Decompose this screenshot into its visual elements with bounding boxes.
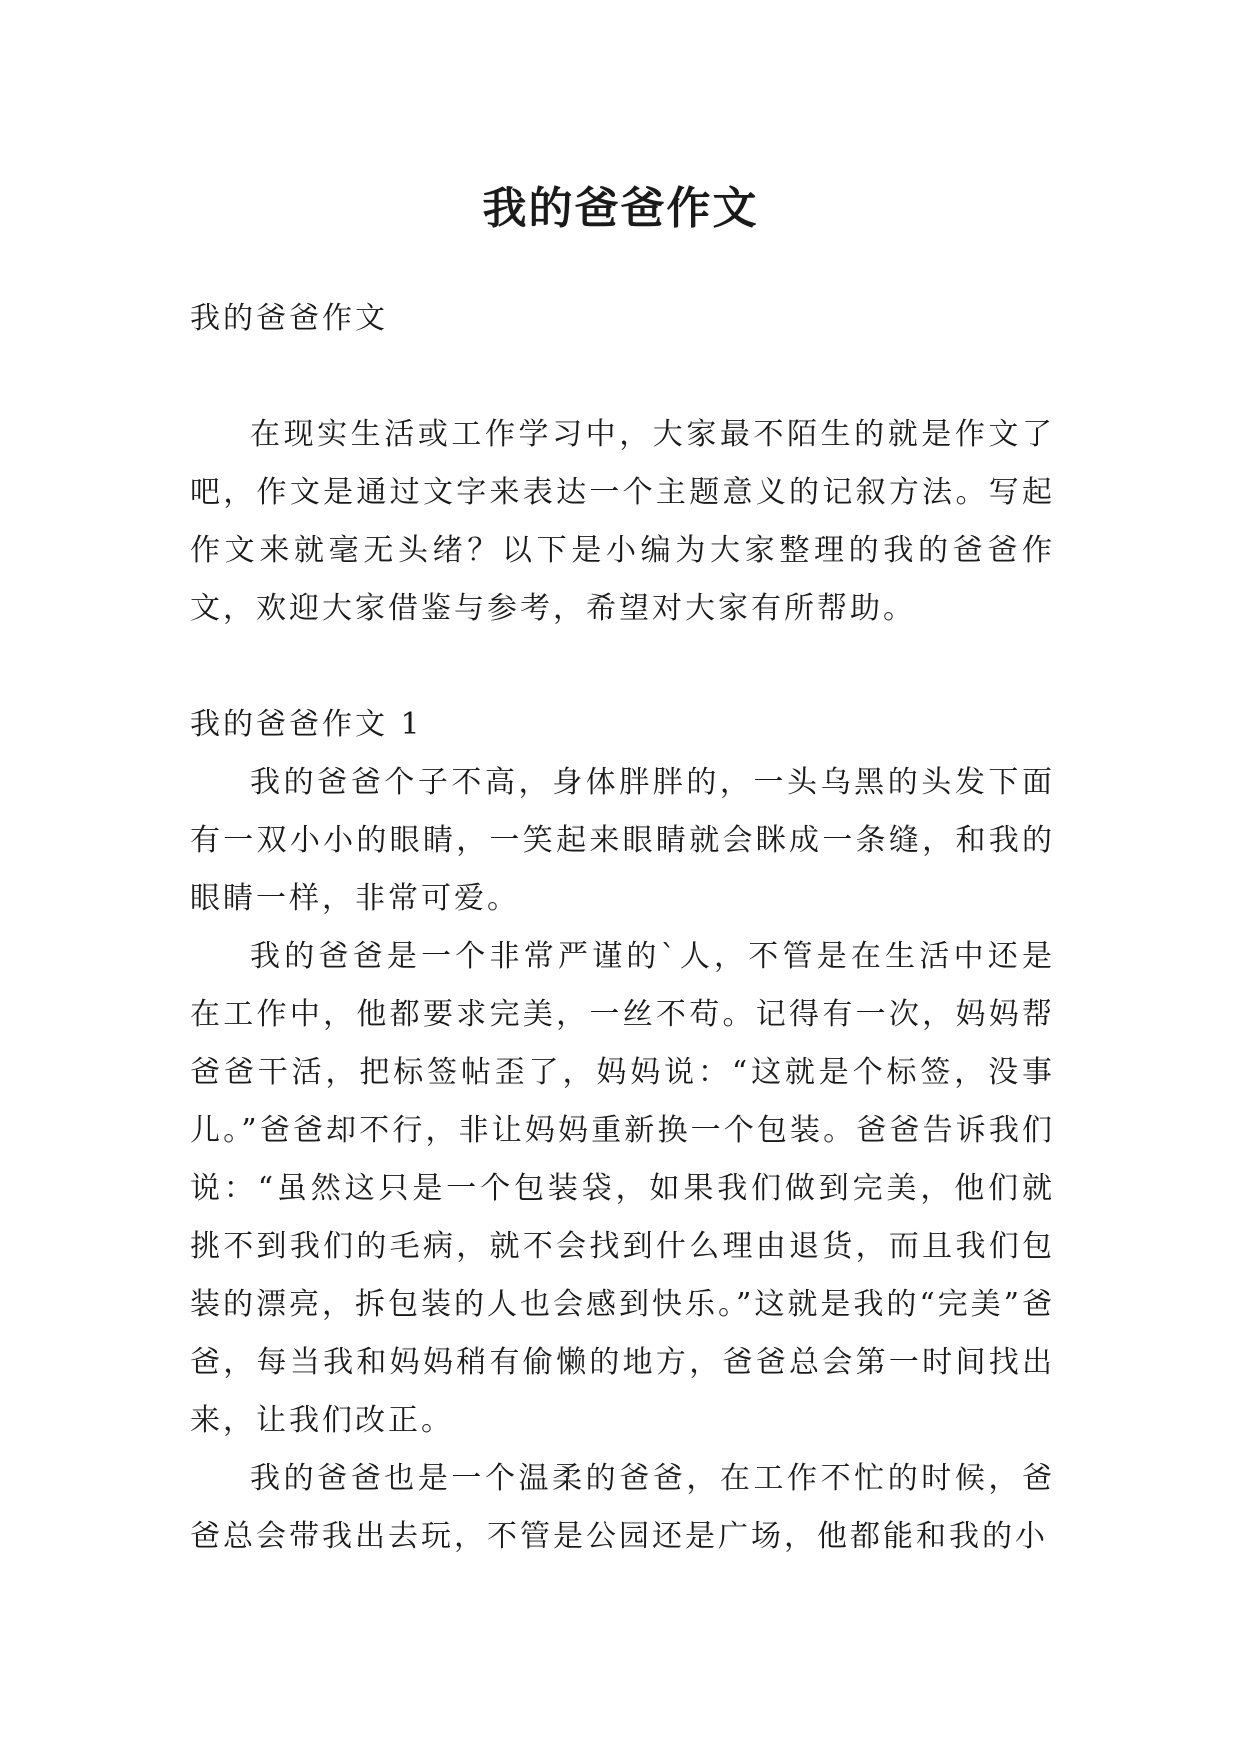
document-title: 我的爸爸作文: [482, 183, 759, 235]
body-paragraph-3: 我的爸爸也是一个温柔的爸爸，在工作不忙的时候，爸爸总会带我出去玩，不管是公园还是广场，他都能和我的小: [190, 1461, 1055, 1554]
document-subtitle: 我的爸爸作文: [190, 301, 388, 336]
section-heading: 我的爸爸作文 1: [190, 707, 423, 742]
intro-paragraph: 在现实生活或工作学习中，大家最不陌生的就是作文了吧，作文是通过文字来表达一个主题意义的记叙方法。写起作文来就毫无头绪？以下是小编为大家整理的我的爸爸作文，欢迎大家借鉴与参考，希望对大家有所帮助。: [190, 417, 1055, 626]
document-body: [190, 290, 1055, 1566]
body-paragraph-2: 我的爸爸是一个非常严谨的`人，不管是在生活中还是在工作中，他都要求完美，一丝不苟。记得有一次，妈妈帮爸爸干活，把标签帖歪了，妈妈说：“这就是个标签，没事儿。”爸爸却不行，非让妈妈重新换一个包装。爸爸告诉我们说：“虽然这只是一个包装袋，如果我们做到完美，他们就挑不到我们的毛病，就不会找到什么理由退货，而且我们包装的漂亮，拆包装的人也会感到快乐。”这就是我的“完美”爸爸，每当我和妈妈稍有偷懒的地方，爸爸总会第一时间找出来，让我们改正。: [190, 939, 1056, 1438]
body-paragraph-1: 我的爸爸个子不高，身体胖胖的，一头乌黑的头发下面有一双小小的眼睛，一笑起来眼睛就会眯成一条缝，和我的眼睛一样，非常可爱。: [190, 765, 1055, 916]
